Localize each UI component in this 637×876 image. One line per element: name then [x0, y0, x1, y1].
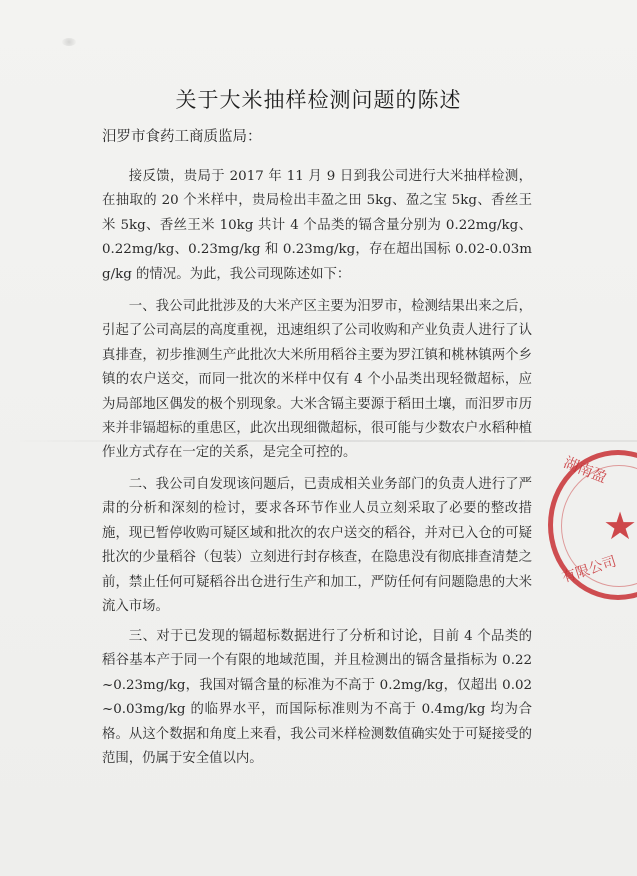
- company-seal: [548, 450, 637, 600]
- paper-speck: [62, 38, 76, 46]
- paragraph-intro: 接反馈，贵局于 2017 年 11 月 9 日到我公司进行大米抽样检测，在抽取的 20 个米样中，贵局检出丰盈之田 5kg、盈之宝 5kg、香丝王米 5kg、香丝王米 10kg 共计 4 个品类的镉含量分别为 0.22mg/kg、0.22mg/kg、0.23mg/kg 和 0.23mg/kg，存在超出国标 0.02-0.03mg/kg 的情况。为此，我公司现陈述如下：: [102, 169, 532, 282]
- addressee-line: 汨罗市食药工商质监局：: [102, 129, 262, 145]
- paragraph-point-one: 一、我公司此批涉及的大米产区主要为汨罗市，检测结果出来之后，引起了公司高层的高度重视，迅速组织了公司收购和产业负责人进行了认真排查，初步推测生产此批次大米所用稻谷主要为罗江镇和桃林镇两个乡镇的农户送交，而同一批次的米样中仅有 4 个小品类出现轻微超标，应为局部地区偶发的极个别现象。大米含镉主要源于稻田土壤，而汨罗市历来并非镉超标的重患区，此次出现细微超标，很可能与少数农户水稻种植作业方式存在一定的关系，是完全可控的。: [102, 299, 532, 461]
- seal-text-top: 湖南盈: [561, 453, 610, 487]
- paragraph-point-two: 二、我公司自发现该问题后，已责成相关业务部门的负责人进行了严肃的分析和深刻的检讨，要求各环节作业人员立刻采取了必要的整改措施，现已暂停收购可疑区域和批次的农户送交的稻谷，并对已入仓的可疑批次的少量稻谷（包装）立刻进行封存核查，在隐患没有彻底排查清楚之前，禁止任何可疑稻谷出仓进行生产和加工，严防任何有问题隐患的大米流入市场。: [102, 477, 532, 615]
- seal-text-bottom: 有限公司: [560, 553, 619, 587]
- star-icon: ★: [603, 504, 637, 548]
- document-title: 关于大米抽样检测问题的陈述: [175, 88, 462, 112]
- paragraph-point-three: 三、对于已发现的镉超标数据进行了分析和讨论，目前 4 个品类的稻谷基本产于同一个有限的地域范围，并且检测出的镉含量指标为 0.22~0.23mg/kg，我国对镉含量的标准为不高于 0.2mg/kg，仅超出 0.02~0.03mg/kg 的临界水平，而国际标准则为不高于 0.4mg/kg 均为合格。从这个数据和角度上来看，我公司米样检测数值确实处于可疑接受的范围，仍属于安全值以内。: [102, 629, 532, 767]
- seal-inner-ring: [561, 465, 637, 587]
